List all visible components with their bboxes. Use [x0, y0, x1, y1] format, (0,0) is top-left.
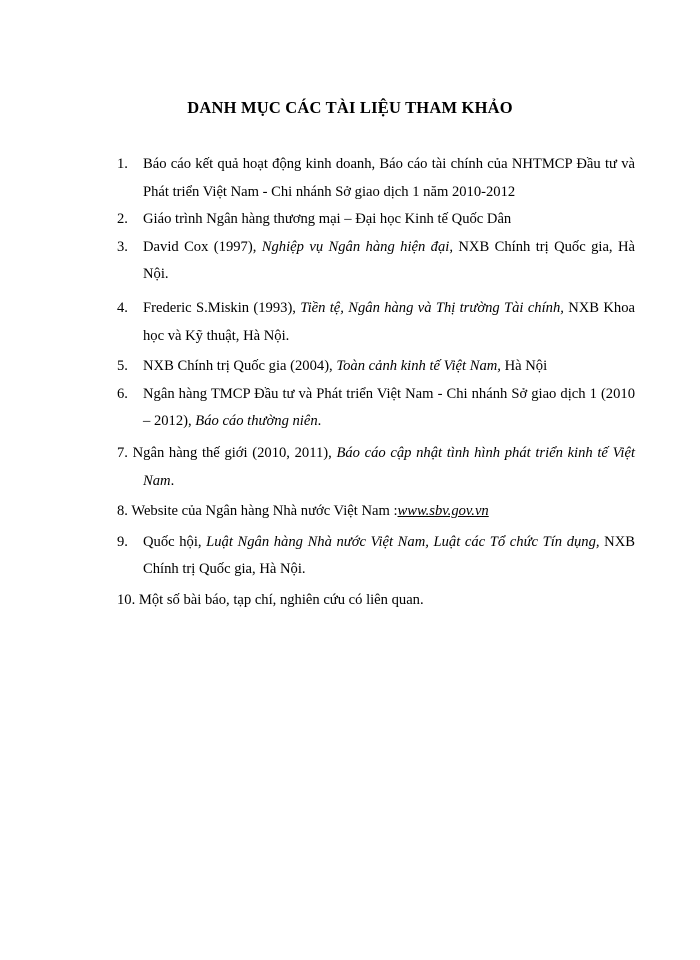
reference-item-9 — [113, 529, 635, 584]
reference-author: NXB Chính trị Quốc gia (2004), — [143, 358, 337, 375]
reference-number: 3. — [117, 238, 128, 255]
reference-item-4 — [113, 295, 635, 350]
reference-title: Báo cáo cập nhật tình hình phát triển kinh tế Việt Nam — [143, 444, 636, 489]
reference-title: Luật Ngân hàng Nhà nước Việt Nam, Luật các Tổ chức Tín dụng, — [206, 533, 600, 550]
reference-list — [113, 151, 635, 615]
reference-publisher: NXB Khoa học và Kỹ thuật, Hà Nội. — [143, 299, 635, 344]
reference-number: 6. — [117, 385, 128, 402]
reference-title: Tiền tệ, Ngân hàng và Thị trường Tài chính, — [300, 299, 564, 316]
reference-author: Quốc hội, — [143, 533, 207, 550]
reference-item-6 — [113, 381, 635, 436]
reference-number: 2. — [117, 211, 128, 228]
reference-end: . — [170, 472, 175, 489]
reference-number: 9. — [117, 533, 128, 550]
reference-title: Báo cáo thường niên — [195, 413, 318, 430]
reference-title: Toàn cảnh kinh tế Việt Nam, — [336, 358, 501, 375]
reference-author: Ngân hàng thế giới (2010, 2011), — [127, 444, 337, 461]
reference-number: 1. — [117, 156, 128, 172]
reference-item-7 — [113, 440, 635, 495]
page-title: DANH MỤC CÁC TÀI LIỆU THAM KHẢO — [187, 98, 513, 117]
reference-author: Ngân hàng TMCP Đầu tư và Phát triển Việt Nam - Chi nhánh Sở giao dịch 1 (2010 – 2012), — [143, 385, 635, 430]
reference-item-5 — [113, 353, 635, 381]
reference-item-2 — [113, 206, 635, 234]
reference-publisher: Hà Nội — [500, 358, 548, 375]
reference-author: Frederic S.Miskin (1993), — [143, 299, 301, 316]
reference-item-3 — [113, 234, 635, 289]
reference-number: 4. — [117, 299, 128, 316]
reference-text: Giáo trình Ngân hàng thương mại – Đại học Kinh tế Quốc Dân — [143, 211, 512, 228]
reference-publisher: NXB Chính trị Quốc gia, Hà Nội. — [143, 238, 635, 283]
reference-author: David Cox (1997), — [143, 238, 262, 255]
reference-number: 10. — [117, 591, 136, 608]
reference-number: 5. — [117, 358, 128, 375]
reference-number: 7. — [117, 444, 128, 461]
reference-publisher: NXB Chính trị Quốc gia, Hà Nội. — [143, 533, 635, 578]
reference-number: 8. — [117, 503, 128, 520]
reference-item-1 — [113, 151, 635, 206]
reference-text: Website của Ngân hàng Nhà nước Việt Nam : — [127, 503, 398, 520]
reference-end: . — [317, 413, 322, 430]
reference-text: Báo cáo kết quả hoạt động kinh doanh, Báo cáo tài chính của NHTMCP Đầu tư và Phát triển Việt Nam - Chi nhánh Sở giao dịch 1 năm 2010-2012 — [143, 156, 635, 200]
reference-title: Nghiệp vụ Ngân hàng hiện đại, — [261, 238, 453, 255]
reference-text: Một số bài báo, tạp chí, nghiên cứu có liên quan. — [135, 591, 424, 608]
website-link[interactable]: www.sbv.gov.vn — [397, 503, 489, 520]
reference-item-8 — [113, 498, 635, 526]
reference-item-10 — [113, 587, 635, 615]
